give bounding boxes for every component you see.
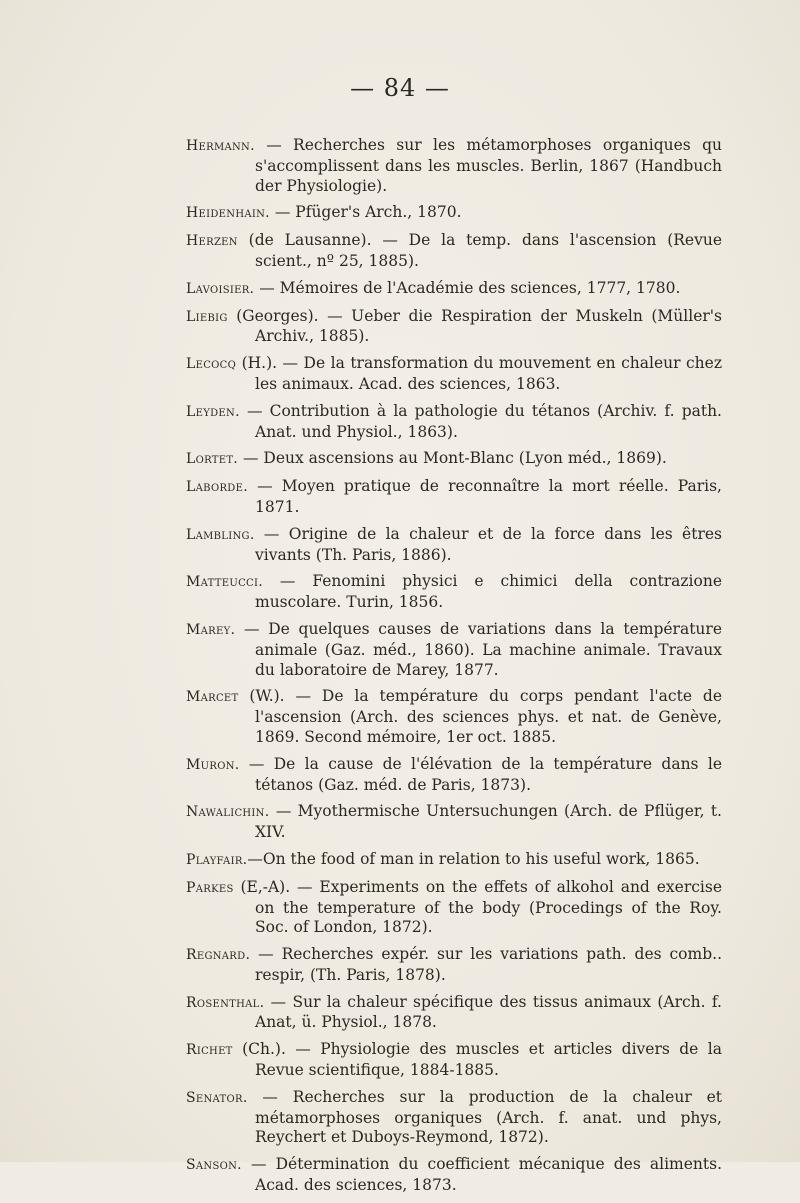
entry-author: Matteucci. (186, 574, 263, 591)
bibliography-entry (186, 449, 722, 470)
bibliography-entry (186, 307, 722, 348)
entry-text: —On the food of man in relation to his useful work, 1865. (247, 849, 700, 868)
entry-text: — Détermination du coefficient mécanique des aliments. Acad. des sciences, 1873. (241, 1155, 722, 1195)
entry-author: Marey. (186, 621, 236, 638)
entry-author: Lecocq (186, 356, 237, 373)
entry-text: — Sur la chaleur spécifique des tissus animaux (Arch. f. Anat, ü. Physiol., 1878. (255, 992, 722, 1032)
entry-author: Richet (186, 1042, 233, 1059)
entry-text: — Recherches expér. sur les variations path. des comb.. respir, (Th. Paris, 1878). (250, 945, 722, 984)
entry-text: — Origine de la chaleur et de la force dans les êtres vivants (Th. Paris, 1886). (254, 524, 722, 564)
bibliography-entry (186, 231, 722, 272)
bibliography-entry (186, 1088, 722, 1148)
entry-text: — De quelques causes de variations dans la température animale (Gaz. méd., 1860). La machine animale. Travaux du laboratoire de Marey, 1877. (235, 619, 722, 679)
entry-text: — Deux ascensions au Mont-Blanc (Lyon méd., 1869). (238, 449, 667, 468)
entry-text: — Recherches sur la production de la chaleur et métamorphoses organiques (Arch. f. anat. und phys, Reychert et Duboys-Reymond, 1872). (247, 1087, 722, 1147)
bibliography-entry (186, 620, 722, 680)
entry-author: Marcet (186, 689, 239, 706)
bibliography-entry (186, 572, 722, 613)
entry-author: Playfair. (186, 851, 248, 868)
entry-text: — Fenomini physici e chimici della contrazione muscolare. Turin, 1856. (255, 572, 722, 612)
bibliography-entry (186, 802, 722, 843)
entry-author: Regnard. (186, 947, 251, 964)
entry-author: Herzen (186, 233, 238, 250)
bibliography-entry (186, 755, 722, 796)
entry-author: Senator. (186, 1089, 248, 1106)
entry-author: Sanson. (186, 1157, 242, 1174)
entry-author: Liebig (186, 308, 228, 325)
entry-author: Nawalichin. (186, 804, 270, 821)
entry-author: Lambling. (186, 526, 255, 543)
entry-author: Laborde. (186, 479, 248, 496)
bibliography-list (186, 136, 722, 1203)
entry-text: (de Lausanne). — De la temp. dans l'ascension (Revue scient., nº 25, 1885). (237, 231, 722, 270)
bibliography-entry (186, 945, 722, 986)
entry-author: Hermann. (186, 138, 255, 154)
bibliography-entry (186, 477, 722, 518)
entry-text: (H.). — De la transformation du mouvement en chaleur chez les animaux. Acad. des sciences, 1863. (236, 354, 722, 393)
bibliography-entry (186, 993, 722, 1034)
bibliography-entry (186, 850, 722, 871)
page-number: — 84 — (350, 74, 450, 102)
entry-text: (E,-A). — Experiments on the effets of alkohol and exercise on the temperature of the body (Procedings of the Roy. Soc. of London, 1872). (233, 877, 722, 937)
entry-text: — Moyen pratique de reconnaître la mort réelle. Paris, 1871. (247, 477, 722, 516)
bibliography-entry (186, 203, 722, 224)
entry-text: (Ch.). — Physiologie des muscles et articles divers de la Revue scientifique, 1884-1885. (232, 1040, 722, 1080)
entry-author: Lortet. (186, 451, 239, 468)
bibliography-entry (186, 1040, 722, 1081)
entry-author: Leyden. (186, 403, 240, 420)
entry-author: Parkes (186, 879, 234, 896)
bibliography-entry (186, 687, 722, 747)
entry-text: — Contribution à la pathologie du tétanos (Archiv. f. path. Anat. und Physiol., 1863). (239, 401, 722, 441)
bibliography-entry (186, 279, 722, 300)
entry-author: Lavoisier. (186, 280, 255, 297)
entry-text: — De la cause de l'élévation de la température dans le tétanos (Gaz. méd. de Paris, 1873). (239, 754, 722, 794)
entry-text: — Pfüger's Arch., 1870. (269, 203, 462, 222)
entry-text: — Recherches sur les métamorphoses organiques qu s'accomplissent dans les muscles. Berlin, 1867 (Handbuch der Physiologie). (254, 136, 722, 195)
entry-text: (Georges). — Ueber die Respiration der Muskeln (Müller's Archiv., 1885). (227, 306, 722, 346)
bibliography-entry (186, 1155, 722, 1196)
bibliography-entry (186, 402, 722, 443)
entry-text: (W.). — De la température du corps pendant l'acte de l'ascension (Arch. des sciences phys. et nat. de Genève, 1869. Second mémoire, 1er oct. 1885. (238, 687, 722, 746)
entry-author: Rosenthal. (186, 994, 265, 1011)
entry-author: Muron. (186, 756, 240, 773)
bibliography-entry (186, 525, 722, 566)
entry-text: — Myothermische Untersuchungen (Arch. de Pflüger, t. XIV. (255, 802, 722, 842)
entry-text: — Mémoires de l'Académie des sciences, 1777, 1780. (254, 278, 681, 297)
bibliography-entry (186, 354, 722, 395)
bibliography-entry (186, 878, 722, 938)
bibliography-entry (186, 136, 722, 196)
entry-author: Heidenhain. (186, 205, 270, 222)
